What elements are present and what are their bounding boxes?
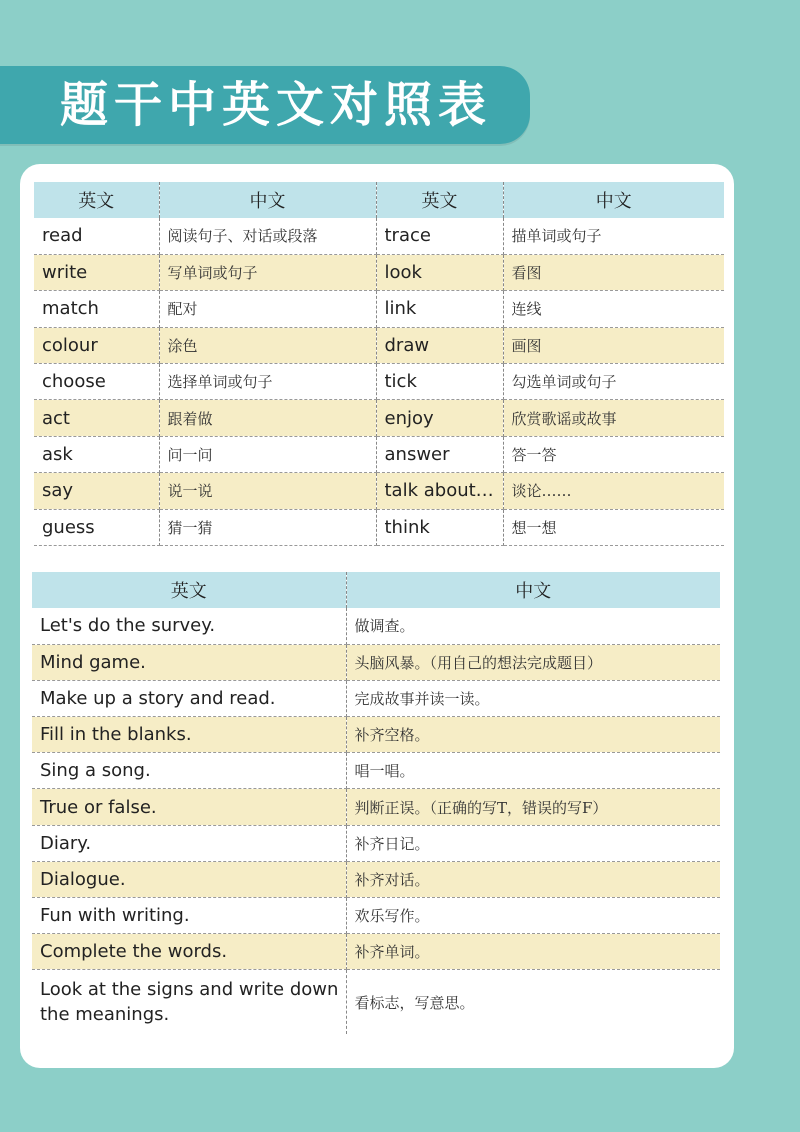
cell-en: guess xyxy=(34,509,159,545)
cell-zh: 补齐空格。 xyxy=(346,717,720,753)
cell-en: read xyxy=(34,218,159,254)
cell-en: colour xyxy=(34,327,159,363)
table-row xyxy=(34,473,724,509)
cell-zh: 看标志，写意思。 xyxy=(354,993,475,1012)
cell-zh: 说一说 xyxy=(159,473,376,509)
table-row xyxy=(34,254,724,290)
cell-en: Let's do the survey. xyxy=(32,608,346,644)
cell-zh: 勾选单词或句子 xyxy=(503,364,724,400)
table-row xyxy=(32,789,720,825)
cell-en: trace xyxy=(376,218,503,254)
cell-zh: 阅读句子、对话或段落 xyxy=(159,218,376,254)
header-zh-1: 中文 xyxy=(159,182,376,218)
table-row xyxy=(32,898,720,934)
vocabulary-table xyxy=(34,182,724,546)
cell-en: Sing a song. xyxy=(32,753,346,789)
cell-en: True or false. xyxy=(32,789,346,825)
table-row xyxy=(32,680,720,716)
cell-en: Dialogue. xyxy=(32,861,346,897)
instruction-table xyxy=(32,572,720,1034)
table-row xyxy=(32,644,720,680)
cell-zh: 看图 xyxy=(503,254,724,290)
cell-en: Make up a story and read. xyxy=(32,680,346,716)
cell-en: Mind game. xyxy=(32,644,346,680)
cell-zh: 欣赏歌谣或故事 xyxy=(503,400,724,436)
cell-zh: 选择单词或句子 xyxy=(159,364,376,400)
table-row xyxy=(32,608,720,644)
table-row xyxy=(32,934,720,970)
table-row xyxy=(32,753,720,789)
cell-zh: 答一答 xyxy=(503,436,724,472)
cell-en: Complete the words. xyxy=(32,934,346,970)
cell-zh: 写单词或句子 xyxy=(159,254,376,290)
table-row xyxy=(32,970,720,1034)
cell-en: Fun with writing. xyxy=(32,898,346,934)
table-row xyxy=(34,291,724,327)
cell-en: Diary. xyxy=(32,825,346,861)
table-row xyxy=(34,436,724,472)
cell-en: Look at the signs and write down the meanings. xyxy=(32,970,346,1034)
header-zh-2: 中文 xyxy=(503,182,724,218)
page-title: 题干中英文对照表 xyxy=(60,77,493,133)
table-row xyxy=(34,400,724,436)
cell-en: say xyxy=(34,473,159,509)
cell-en: write xyxy=(34,254,159,290)
cell-en: draw xyxy=(376,327,503,363)
cell-zh: 完成故事并读一读。 xyxy=(346,680,720,716)
header-en-2: 英文 xyxy=(376,182,503,218)
cell-zh: 做调查。 xyxy=(346,608,720,644)
table-row xyxy=(32,861,720,897)
table-row xyxy=(32,717,720,753)
cell-en: link xyxy=(376,291,503,327)
cell-zh: 配对 xyxy=(159,291,376,327)
cell-en: think xyxy=(376,509,503,545)
cell-zh: 涂色 xyxy=(159,327,376,363)
table-row xyxy=(34,218,724,254)
cell-en: ask xyxy=(34,436,159,472)
header-en-1: 英文 xyxy=(34,182,159,218)
cell-en: talk about… xyxy=(376,473,503,509)
cell-en: match xyxy=(34,291,159,327)
table-row xyxy=(32,825,720,861)
cell-zh: 唱一唱。 xyxy=(346,753,720,789)
cell-en: enjoy xyxy=(376,400,503,436)
header-zh: 中文 xyxy=(346,572,720,608)
cell-zh: 欢乐写作。 xyxy=(346,898,720,934)
cell-zh: 判断正误。（正确的写T，错误的写F） xyxy=(346,789,720,825)
table-row xyxy=(34,327,724,363)
cell-en: act xyxy=(34,400,159,436)
cell-en: Fill in the blanks. xyxy=(32,717,346,753)
cell-zh: 跟着做 xyxy=(159,400,376,436)
cell-zh: 画图 xyxy=(503,327,724,363)
cell-en: answer xyxy=(376,436,503,472)
header-en: 英文 xyxy=(32,572,346,608)
cell-zh: 问一问 xyxy=(159,436,376,472)
table-header-row xyxy=(32,572,720,608)
cell-en: look xyxy=(376,254,503,290)
content-card xyxy=(20,164,734,1068)
cell-zh: 描单词或句子 xyxy=(503,218,724,254)
cell-zh: 想一想 xyxy=(503,509,724,545)
cell-zh: 补齐单词。 xyxy=(346,934,720,970)
cell-en: tick xyxy=(376,364,503,400)
table-header-row xyxy=(34,182,724,218)
table-row xyxy=(34,364,724,400)
cell-zh: 谈论…… xyxy=(503,473,724,509)
cell-zh: 补齐对话。 xyxy=(346,861,720,897)
title-banner xyxy=(0,66,530,144)
cell-zh: 连线 xyxy=(503,291,724,327)
cell-zh: 补齐日记。 xyxy=(346,825,720,861)
cell-zh: 头脑风暴。（用自己的想法完成题目） xyxy=(346,644,720,680)
cell-zh: 猜一猜 xyxy=(159,509,376,545)
table-row xyxy=(34,509,724,545)
cell-en: choose xyxy=(34,364,159,400)
